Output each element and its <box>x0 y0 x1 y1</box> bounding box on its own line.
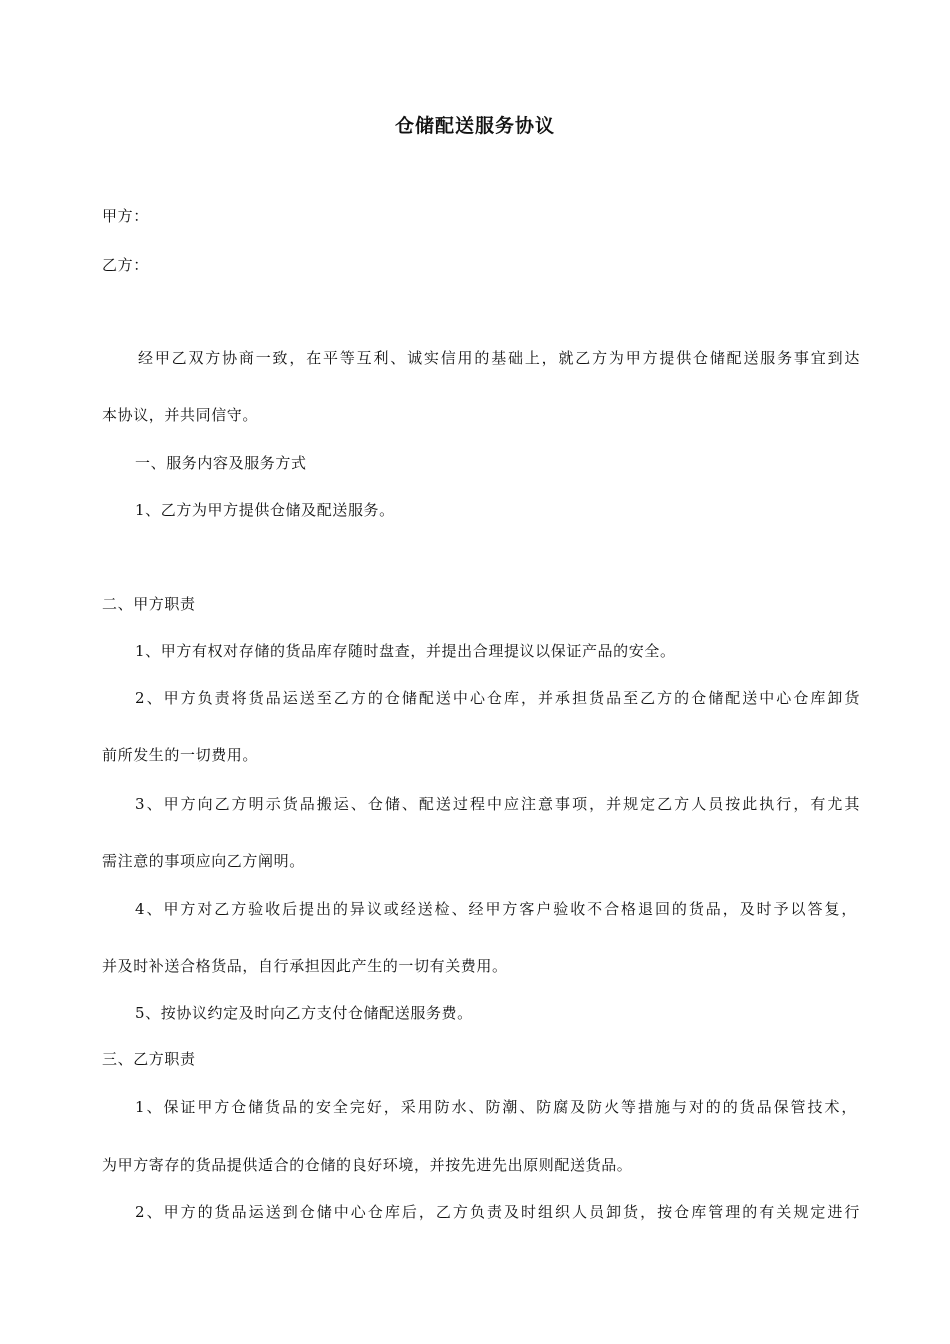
section-2-item-4-line-2: 并及时补送合格货品，自行承担因此产生的一切有关费用。 <box>102 957 508 975</box>
party-b-label: 乙方： <box>102 256 149 274</box>
section-3-item-1-line-1: 1、保证甲方仓储货品的安全完好，采用防水、防潮、防腐及防火等措施与对的的货品保管技术， <box>135 1098 857 1116</box>
section-2-item-2-line-1: 2、甲方负责将货品运送至乙方的仓储配送中心仓库，并承担货品至乙方的仓储配送中心仓库卸货 <box>135 689 860 707</box>
section-1-item-1: 1、乙方为甲方提供仓储及配送服务。 <box>135 501 395 519</box>
intro-paragraph-line-1: 经甲乙双方协商一致，在平等互利、诚实信用的基础上，就乙方为甲方提供仓储配送服务事宜到达 <box>138 349 860 367</box>
section-2-heading: 二、甲方职责 <box>102 595 196 613</box>
section-2-item-3-line-1: 3、甲方向乙方明示货品搬运、仓储、配送过程中应注意事项，并规定乙方人员按此执行，有尤其 <box>135 795 860 813</box>
section-2-item-2-line-2: 前所发生的一切费用。 <box>102 746 259 764</box>
section-2-item-4-line-1: 4、甲方对乙方验收后提出的异议或经送检、经甲方客户验收不合格退回的货品，及时予以答复， <box>135 900 857 918</box>
section-1-heading: 一、服务内容及服务方式 <box>135 454 307 472</box>
intro-paragraph-line-2: 本协议，并共同信守。 <box>102 406 259 424</box>
section-3-item-2-line-1: 2、甲方的货品运送到仓储中心仓库后，乙方负责及时组织人员卸货，按仓库管理的有关规定进行 <box>135 1203 860 1221</box>
document-title: 仓储配送服务协议 <box>394 115 555 137</box>
party-a-label: 甲方： <box>102 207 149 225</box>
section-3-item-1-line-2: 为甲方寄存的货品提供适合的仓储的良好环境，并按先进先出原则配送货品。 <box>102 1156 633 1174</box>
section-2-item-5: 5、按协议约定及时向乙方支付仓储配送服务费。 <box>135 1004 473 1022</box>
section-3-heading: 三、乙方职责 <box>102 1050 196 1068</box>
section-2-item-3-line-2: 需注意的事项应向乙方阐明。 <box>102 852 305 870</box>
section-2-item-1: 1、甲方有权对存储的货品库存随时盘查，并提出合理提议以保证产品的安全。 <box>135 642 676 660</box>
